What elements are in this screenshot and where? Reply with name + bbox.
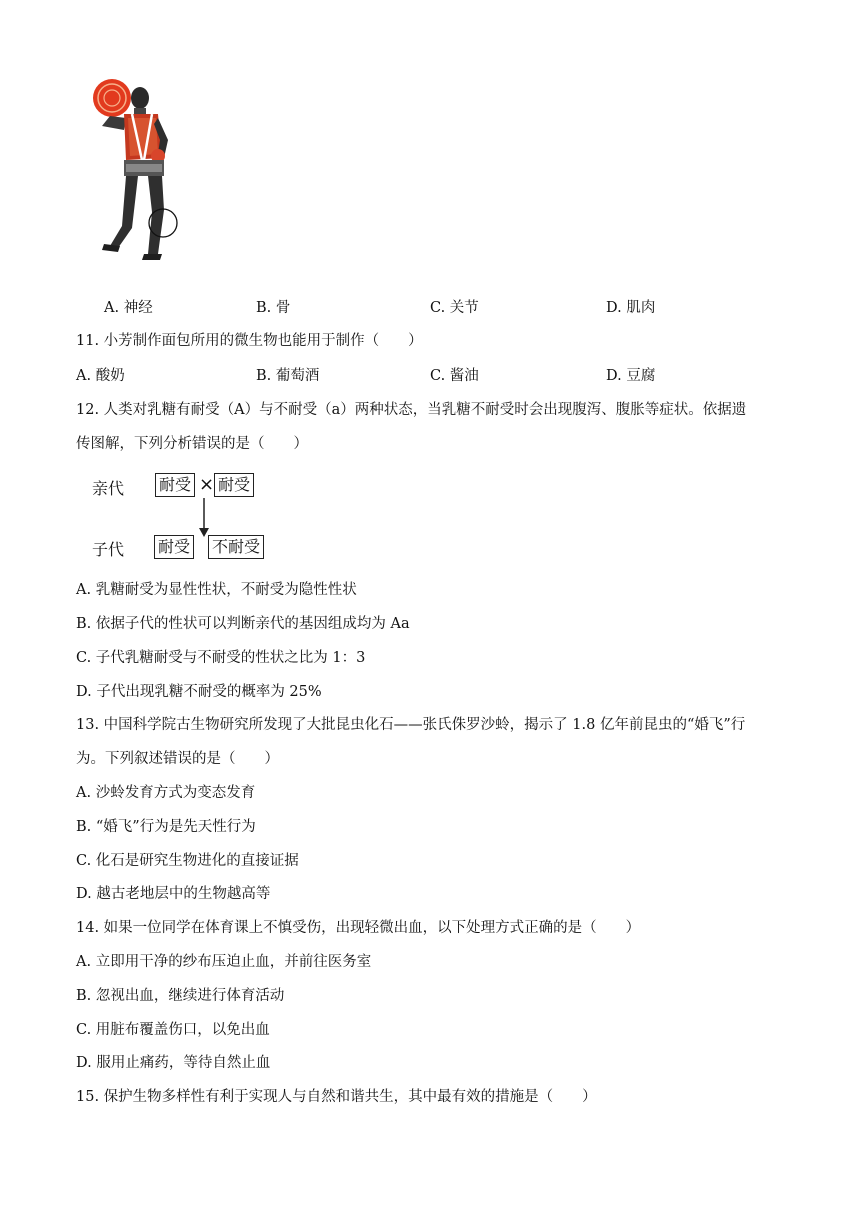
q14-option-a: A. 立即用干净的纱布压迫止血，并前往医务室 [76,954,372,970]
diagram-parent-left-box: 耐受 [155,473,195,497]
diagram-parent-label: 亲代 [92,479,125,498]
robot-figure [88,78,194,274]
diagram-arrow [198,498,210,538]
q13-option-a: A. 沙蛉发育方式为变态发育 [76,785,256,801]
q11-option-c: C. 酱油 [430,368,479,384]
q10-option-b: B. 骨 [256,300,291,316]
q11-option-a: A. 酸奶 [76,368,125,384]
q12-stem-line1: 12. 人类对乳糖有耐受（A）与不耐受（a）两种状态，当乳糖不耐受时会出现腹泻、腹胀等症状。依据遗 [76,402,747,418]
q12-option-d: D. 子代出现乳糖不耐受的概率为 25% [76,684,322,700]
q14-option-c: C. 用脏布覆盖伤口，以免出血 [76,1022,270,1038]
diagram-child-left-box: 耐受 [154,535,194,559]
diagram-child-label: 子代 [92,540,125,559]
q13-stem-line2: 为。下列叙述错误的是（ ） [76,751,279,767]
q14-option-b: B. 忽视出血，继续进行体育活动 [76,988,285,1004]
q12-option-b: B. 依据子代的性状可以判断亲代的基因组成均为 Aa [76,616,410,632]
diagram-cross-symbol: × [199,474,215,495]
q12-stem-line2: 传图解，下列分析错误的是（ ） [76,436,308,452]
q14-option-d: D. 服用止痛药，等待自然止血 [76,1055,271,1071]
q13-option-c: C. 化石是研究生物进化的直接证据 [76,853,299,869]
q10-option-d: D. 肌肉 [606,300,656,316]
q11-stem: 11. 小芳制作面包所用的微生物也能用于制作（ ） [76,333,423,349]
q13-stem-line1: 13. 中国科学院古生物研究所发现了大批昆虫化石——张氏侏罗沙蛉，揭示了 1.8 亿年前昆虫的“婚飞”行 [76,717,746,733]
q12-option-c: C. 子代乳糖耐受与不耐受的性状之比为 1：3 [76,650,366,666]
q13-option-d: D. 越古老地层中的生物越高等 [76,886,271,902]
q10-option-a: A. 神经 [104,300,153,316]
q11-option-d: D. 豆腐 [606,368,656,384]
q10-option-c: C. 关节 [430,300,479,316]
q12-option-a: A. 乳糖耐受为显性性状，不耐受为隐性性状 [76,582,357,598]
inheritance-diagram [88,468,288,564]
diagram-parent-right-box: 耐受 [214,473,254,497]
q14-stem: 14. 如果一位同学在体育课上不慎受伤，出现轻微出血，以下处理方式正确的是（ ） [76,920,641,936]
q15-stem: 15. 保护生物多样性有利于实现人与自然和谐共生，其中最有效的措施是（ ） [76,1089,597,1105]
q11-option-b: B. 葡萄酒 [256,368,320,384]
diagram-child-right-box: 不耐受 [208,535,264,559]
q13-option-b: B. “婚飞”行为是先天性行为 [76,819,256,835]
